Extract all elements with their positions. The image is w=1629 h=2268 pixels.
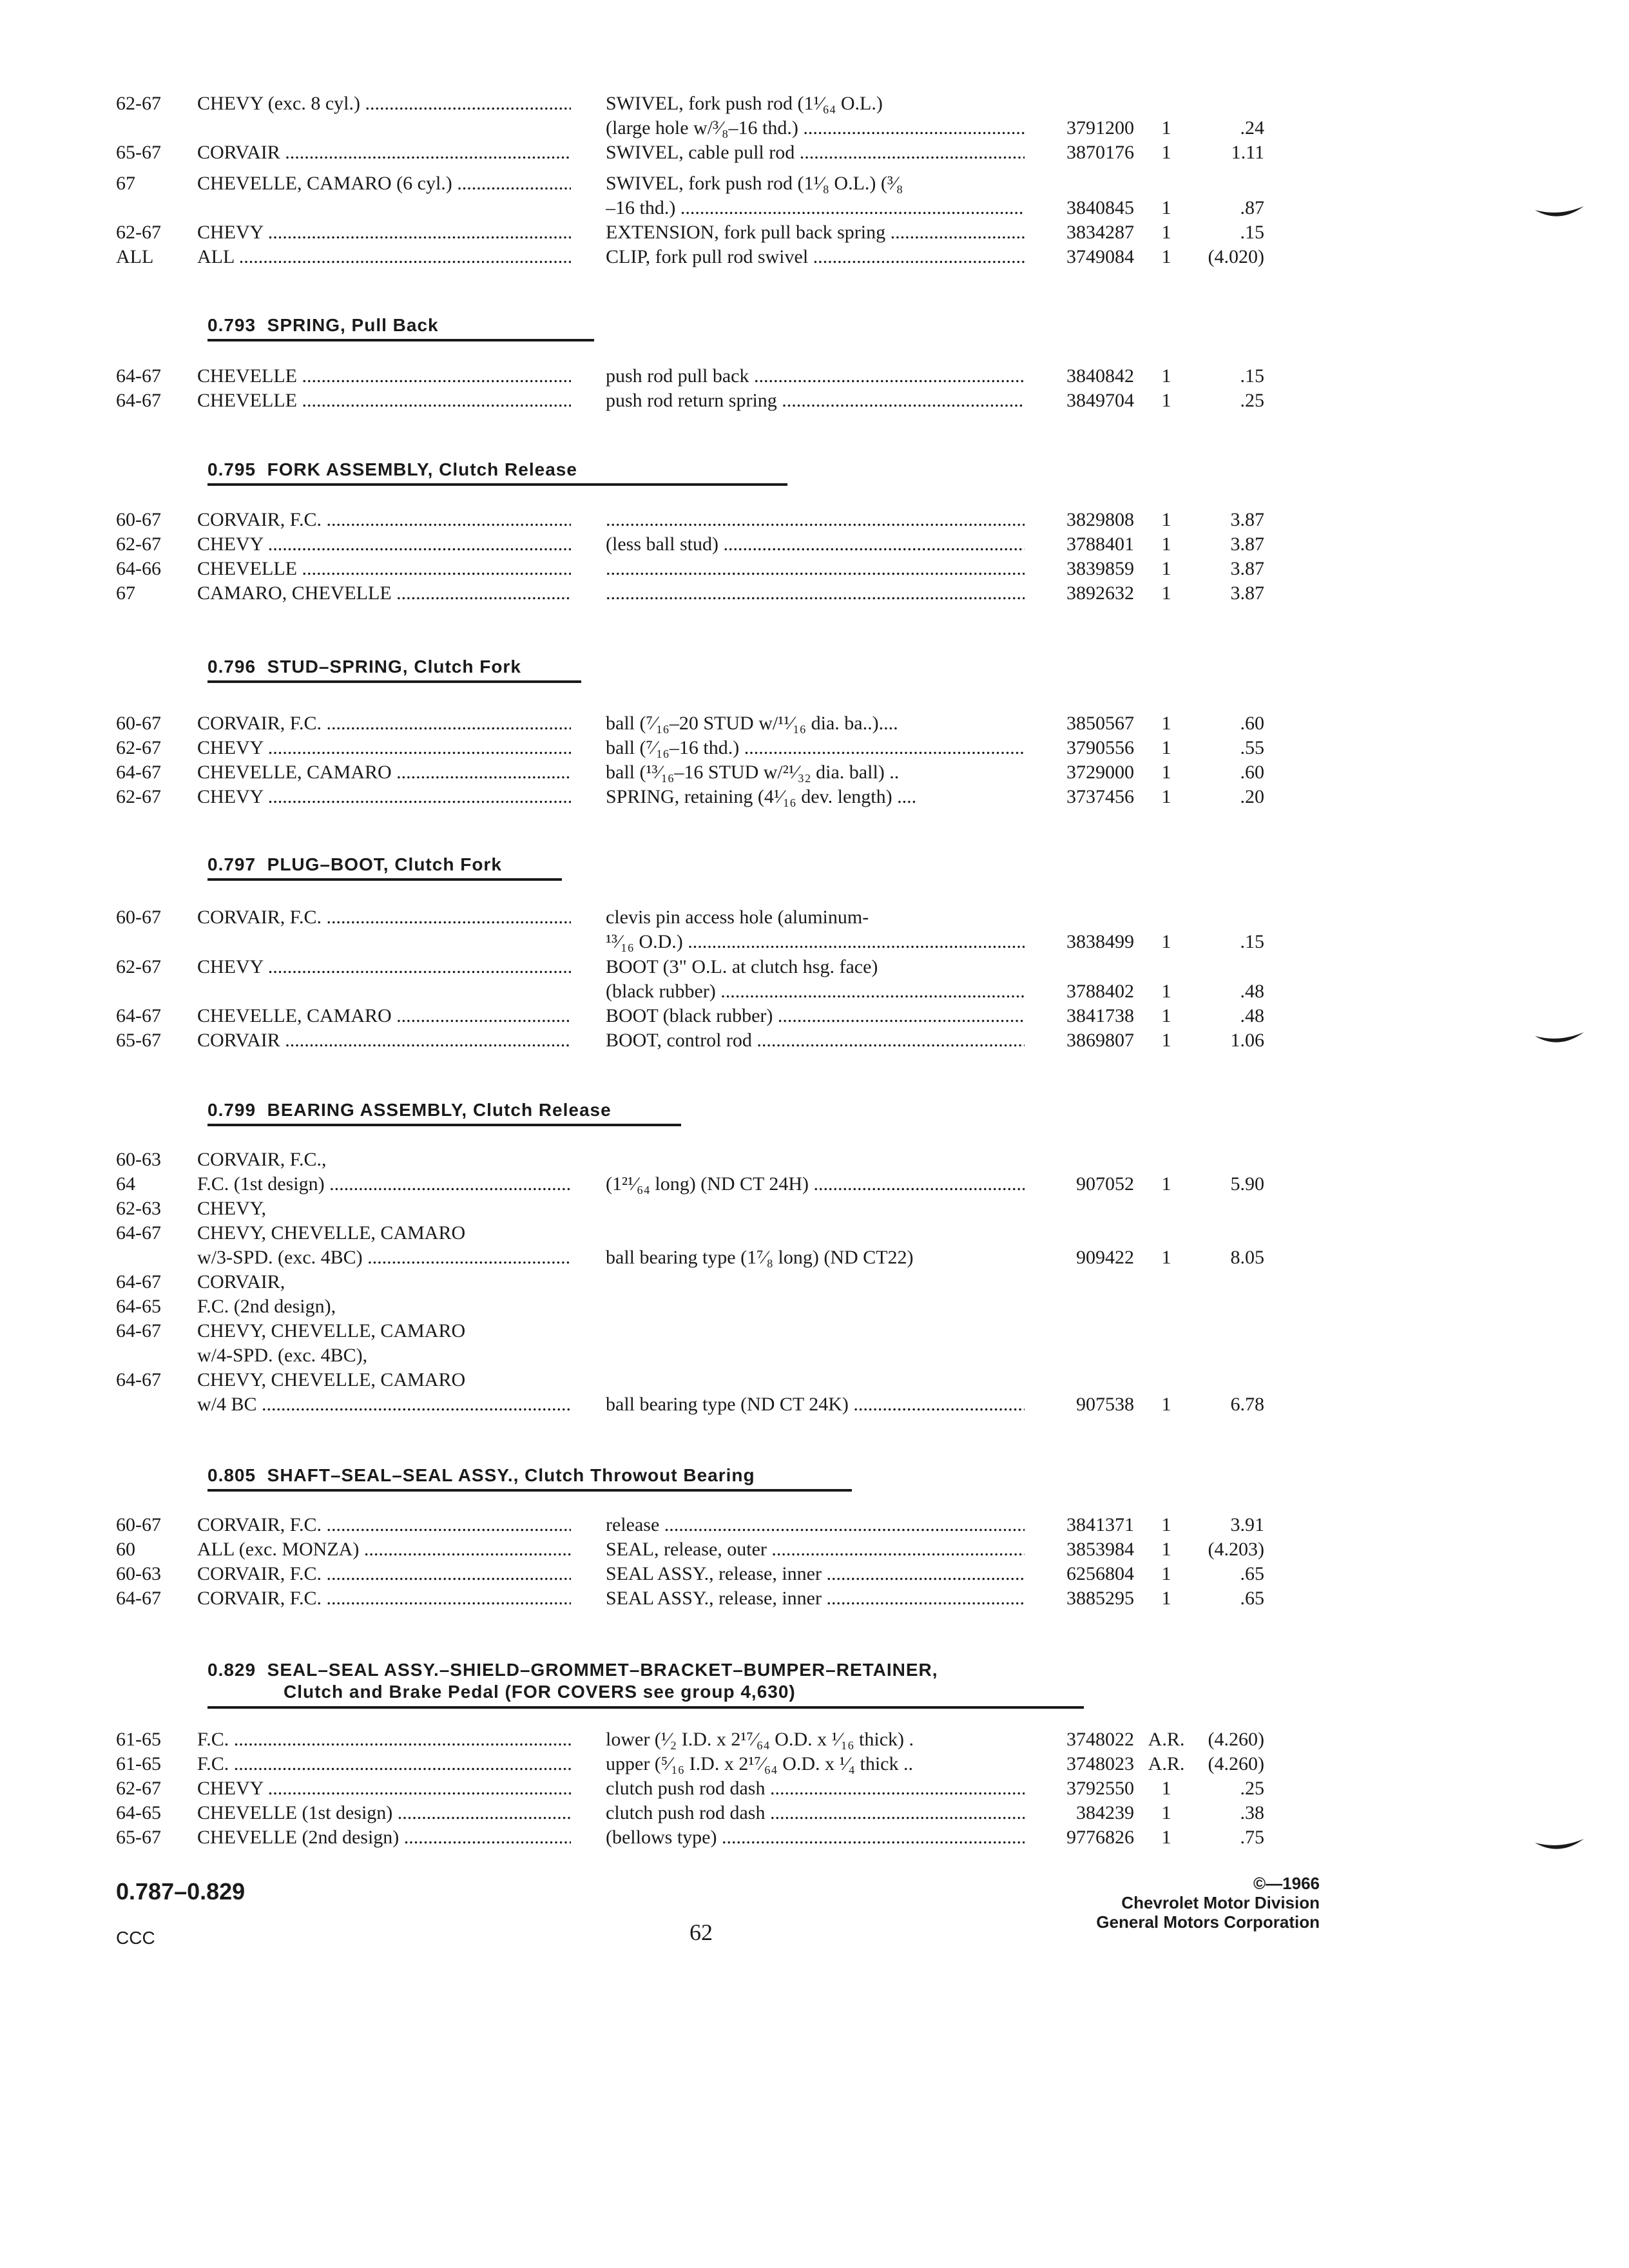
price: .60 [1240, 762, 1264, 783]
price: .24 [1240, 117, 1264, 139]
part-number: 3892632 [1066, 582, 1134, 604]
part-number: 3790556 [1066, 737, 1134, 758]
vehicle-model: CHEVY ..... [197, 955, 571, 979]
part-row [0, 1392, 1629, 1417]
price: 3.87 [1230, 558, 1264, 579]
quantity: 1 [1161, 365, 1171, 387]
section-title: PLUG–BOOT, Clutch Fork [267, 854, 502, 874]
model-year: 62-63 [116, 1198, 161, 1219]
model-year: 60-67 [116, 1514, 161, 1535]
margin-tick-mark [1534, 1838, 1585, 1857]
part-description: SWIVEL, fork push rod (1¹⁄₈ O.L.) (³⁄₈ [606, 173, 903, 194]
price: .25 [1240, 390, 1264, 411]
part-row [0, 389, 1629, 413]
corporation-name: General Motors Corporation [1096, 1912, 1320, 1932]
part-description: SEAL ASSY., release, inner ..... [606, 1562, 1025, 1586]
quantity: 1 [1161, 1802, 1171, 1823]
section-heading [207, 854, 502, 876]
part-row [0, 1752, 1629, 1776]
part-number: 3749084 [1066, 246, 1134, 267]
part-number: 3849704 [1066, 390, 1134, 411]
quantity: 1 [1161, 558, 1171, 579]
vehicle-model: CHEVY ..... [197, 1776, 571, 1801]
quantity: 1 [1161, 762, 1171, 783]
vehicle-model: F.C. ..... [197, 1727, 571, 1752]
section-heading [207, 656, 521, 678]
quantity: 1 [1161, 981, 1171, 1002]
price: .65 [1240, 1563, 1264, 1584]
part-row [0, 364, 1629, 389]
part-number: 3838499 [1066, 931, 1134, 952]
division-name: Chevrolet Motor Division [1121, 1893, 1320, 1912]
model-year: 62-67 [116, 737, 161, 758]
price: .15 [1240, 222, 1264, 243]
part-description: –16 thd.) ..... [606, 196, 1025, 220]
vehicle-model: CORVAIR, [197, 1271, 285, 1293]
quantity: 1 [1161, 1778, 1171, 1799]
part-row [0, 116, 1629, 140]
part-row [0, 905, 1629, 930]
price: 8.05 [1230, 1247, 1264, 1268]
quantity: A.R. [1148, 1753, 1185, 1774]
model-year: 62-67 [116, 222, 161, 243]
part-description: (bellows type) ..... [606, 1825, 1025, 1850]
part-number: 3791200 [1066, 117, 1134, 139]
quantity: 1 [1161, 786, 1171, 807]
quantity: 1 [1161, 582, 1171, 604]
part-number: 3737456 [1066, 786, 1134, 807]
vehicle-model: F.C. (2nd design), [197, 1296, 336, 1317]
part-row [0, 1513, 1629, 1537]
quantity: 1 [1161, 1563, 1171, 1584]
price: 1.11 [1231, 142, 1264, 163]
model-year: 64-67 [116, 762, 161, 783]
copyright: ©—1966 [1253, 1874, 1320, 1893]
quantity: 1 [1161, 1539, 1171, 1560]
part-row [0, 532, 1629, 557]
model-year: 64-67 [116, 365, 161, 387]
part-row [0, 1343, 1629, 1368]
part-description: (black rubber) ..... [606, 979, 1025, 1004]
model-year: 60-67 [116, 713, 161, 734]
model-year: 64-67 [116, 1320, 161, 1341]
model-year: 64-65 [116, 1802, 161, 1823]
vehicle-model: CHEVY, CHEVELLE, CAMARO [197, 1320, 466, 1341]
part-description [606, 508, 1025, 532]
section-heading [207, 1099, 612, 1121]
part-number: 3840842 [1066, 365, 1134, 387]
price: 3.87 [1230, 582, 1264, 604]
quantity: 1 [1161, 117, 1171, 139]
part-row [0, 245, 1629, 269]
model-year: 61-65 [116, 1753, 161, 1774]
price: 5.90 [1230, 1173, 1264, 1195]
section-underline [207, 878, 562, 881]
part-number: 3870176 [1066, 142, 1134, 163]
part-row [0, 1270, 1629, 1294]
part-row [0, 736, 1629, 760]
vehicle-model: w/3-SPD. (exc. 4BC) ..... [197, 1245, 571, 1270]
section-heading [207, 1659, 938, 1681]
price: (4.020) [1208, 246, 1264, 267]
vehicle-model: CORVAIR, F.C., [197, 1149, 327, 1170]
price: .15 [1240, 931, 1264, 952]
quantity: 1 [1161, 1394, 1171, 1415]
part-row [0, 955, 1629, 979]
part-row [0, 91, 1629, 116]
price: .60 [1240, 713, 1264, 734]
part-description: (less ball stud) ..... [606, 532, 1025, 557]
model-year: 65-67 [116, 142, 161, 163]
part-number: 3748022 [1066, 1729, 1134, 1750]
model-year: 65-67 [116, 1827, 161, 1848]
part-description: clutch push rod dash ..... [606, 1801, 1025, 1825]
model-year: 62-67 [116, 93, 161, 114]
section-underline [207, 1124, 681, 1126]
vehicle-model: CHEVELLE ..... [197, 389, 571, 413]
part-description [606, 581, 1025, 606]
section-underline [207, 483, 787, 486]
part-row [0, 1368, 1629, 1392]
part-number: 3834287 [1066, 222, 1134, 243]
part-row [0, 581, 1629, 606]
part-description: push rod return spring ..... [606, 389, 1025, 413]
margin-tick-mark [1534, 205, 1585, 224]
price: .15 [1240, 365, 1264, 387]
vehicle-model: CHEVY ..... [197, 736, 571, 760]
vehicle-model: CAMARO, CHEVELLE ..... [197, 581, 571, 606]
section-heading [207, 314, 439, 336]
page-number: 62 [689, 1919, 713, 1945]
model-year: 65-67 [116, 1030, 161, 1051]
part-row [0, 196, 1629, 220]
vehicle-model: CHEVY ..... [197, 785, 571, 809]
quantity: 1 [1161, 197, 1171, 218]
price: .48 [1240, 981, 1264, 1002]
vehicle-model: w/4-SPD. (exc. 4BC), [197, 1345, 368, 1366]
part-row [0, 1586, 1629, 1611]
part-row [0, 1776, 1629, 1801]
section-code: 0.805 [207, 1465, 256, 1485]
vehicle-model: CHEVELLE, CAMARO ..... [197, 1004, 571, 1028]
vehicle-model: CHEVY, CHEVELLE, CAMARO [197, 1222, 466, 1244]
model-year: 62-67 [116, 786, 161, 807]
price: 3.87 [1230, 533, 1264, 555]
quantity: 1 [1161, 1005, 1171, 1026]
part-description: BOOT (3" O.L. at clutch hsg. face) [606, 956, 878, 977]
model-year: 64-67 [116, 390, 161, 411]
part-description: SWIVEL, fork push rod (1¹⁄₆₄ O.L.) [606, 93, 883, 114]
section-subtitle: Clutch and Brake Pedal (FOR COVERS see group 4,630) [284, 1682, 796, 1702]
price: .48 [1240, 1005, 1264, 1026]
model-year: 60 [116, 1539, 135, 1560]
vehicle-model: F.C. ..... [197, 1752, 571, 1776]
part-description: ball (⁷⁄₁₆–16 thd.) ..... [606, 736, 1025, 760]
part-description: EXTENSION, fork pull back spring ..... [606, 220, 1025, 245]
part-row [0, 1196, 1629, 1221]
model-year: 64-66 [116, 558, 161, 579]
quantity: 1 [1161, 1173, 1171, 1195]
model-year: 61-65 [116, 1729, 161, 1750]
vehicle-model: CHEVY (exc. 8 cyl.) ..... [197, 91, 571, 116]
vehicle-model: CORVAIR ..... [197, 1028, 571, 1053]
part-description: upper (⁵⁄₁₆ I.D. x 2¹⁷⁄₆₄ O.D. x ¹⁄₄ thick .. [606, 1753, 913, 1774]
quantity: 1 [1161, 509, 1171, 530]
part-number: 907052 [1076, 1173, 1134, 1195]
part-description: CLIP, fork pull rod swivel ..... [606, 245, 1025, 269]
model-year: 62-67 [116, 1778, 161, 1799]
model-year: 67 [116, 582, 135, 604]
section-title: SEAL–SEAL ASSY.–SHIELD–GROMMET–BRACKET–BUMPER–RETAINER, [267, 1660, 938, 1680]
model-year: 62-67 [116, 956, 161, 977]
part-description: ball (¹³⁄₁₆–16 STUD w/²¹⁄₃₂ dia. ball) .. [606, 762, 900, 783]
section-title: SHAFT–SEAL–SEAL ASSY., Clutch Throwout Bearing [267, 1465, 755, 1485]
quantity: 1 [1161, 713, 1171, 734]
part-number: 3841738 [1066, 1005, 1134, 1026]
vehicle-model: CORVAIR ..... [197, 140, 571, 165]
part-description: SEAL ASSY., release, inner ..... [606, 1586, 1025, 1611]
price: 6.78 [1230, 1394, 1264, 1415]
section-heading [207, 1465, 755, 1486]
quantity: 1 [1161, 533, 1171, 555]
section-underline [207, 1706, 1084, 1709]
vehicle-model: CORVAIR, F.C. ..... [197, 1562, 571, 1586]
part-number: 3840845 [1066, 197, 1134, 218]
part-row [0, 1148, 1629, 1172]
model-year: 60-67 [116, 907, 161, 928]
part-row [0, 785, 1629, 809]
part-number: 3748023 [1066, 1753, 1134, 1774]
part-row [0, 1028, 1629, 1053]
vehicle-model: CORVAIR, F.C. ..... [197, 1513, 571, 1537]
price: .55 [1240, 737, 1264, 758]
part-row [0, 1727, 1629, 1752]
quantity: 1 [1161, 390, 1171, 411]
vehicle-model: w/4 BC ..... [197, 1392, 571, 1417]
quantity: 1 [1161, 1827, 1171, 1848]
model-year: 64-65 [116, 1296, 161, 1317]
part-row [0, 171, 1629, 196]
part-number: 3829808 [1066, 509, 1134, 530]
part-description: ¹³⁄₁₆ O.D.) ..... [606, 930, 1025, 954]
part-description: release ..... [606, 1513, 1025, 1537]
section-underline [207, 1489, 852, 1492]
vehicle-model: F.C. (1st design) ..... [197, 1172, 571, 1196]
part-row [0, 711, 1629, 736]
section-underline [207, 680, 581, 683]
ccc-label: CCC [116, 1928, 155, 1948]
part-number: 907538 [1076, 1394, 1134, 1415]
margin-tick-mark [1534, 1031, 1585, 1050]
vehicle-model: CHEVELLE, CAMARO ..... [197, 760, 571, 785]
part-row [0, 1294, 1629, 1319]
part-number: 3841371 [1066, 1514, 1134, 1535]
part-row [0, 1537, 1629, 1562]
price: .25 [1240, 1778, 1264, 1799]
part-number: 9776826 [1066, 1827, 1134, 1848]
section-title: BEARING ASSEMBLY, Clutch Release [267, 1100, 612, 1120]
section-underline [207, 339, 594, 341]
vehicle-model: CHEVELLE (1st design) ..... [197, 1801, 571, 1825]
vehicle-model: ALL ..... [197, 245, 571, 269]
section-code: 0.795 [207, 459, 256, 479]
part-row [0, 1221, 1629, 1245]
vehicle-model: ALL (exc. MONZA) ..... [197, 1537, 571, 1562]
part-description: ball bearing type (ND CT 24K) ..... [606, 1392, 1025, 1417]
model-year: 60-63 [116, 1563, 161, 1584]
part-row [0, 1825, 1629, 1850]
vehicle-model: CHEVY, CHEVELLE, CAMARO [197, 1369, 466, 1390]
part-number: 3885295 [1066, 1588, 1134, 1609]
part-row [0, 1319, 1629, 1343]
part-description: ball bearing type (1⁷⁄₈ long) (ND CT22) [606, 1247, 914, 1268]
model-year: 62-67 [116, 533, 161, 555]
model-year: 67 [116, 173, 135, 194]
part-row [0, 220, 1629, 245]
part-number: 6256804 [1066, 1563, 1134, 1584]
quantity: 1 [1161, 1247, 1171, 1268]
part-description: (large hole w/³⁄₈–16 thd.) ..... [606, 116, 1025, 140]
quantity: 1 [1161, 1514, 1171, 1535]
model-year: 64 [116, 1173, 135, 1195]
model-year: 60-67 [116, 509, 161, 530]
vehicle-model: CHEVELLE, CAMARO (6 cyl.) ..... [197, 171, 571, 196]
vehicle-model: CORVAIR, F.C. ..... [197, 711, 571, 736]
part-description: push rod pull back ..... [606, 364, 1025, 389]
price: .65 [1240, 1588, 1264, 1609]
model-year: 64-67 [116, 1588, 161, 1609]
price: 3.91 [1230, 1514, 1264, 1535]
model-year: 64-67 [116, 1005, 161, 1026]
part-number: 3788401 [1066, 533, 1134, 555]
price: (4.260) [1208, 1753, 1264, 1774]
part-row [0, 979, 1629, 1004]
part-description: BOOT (black rubber) ..... [606, 1004, 1025, 1028]
part-row [0, 930, 1629, 954]
section-title: STUD–SPRING, Clutch Fork [267, 657, 521, 677]
quantity: 1 [1161, 737, 1171, 758]
model-year: ALL [116, 246, 154, 267]
part-row [0, 140, 1629, 165]
part-row [0, 1801, 1629, 1825]
quantity: 1 [1161, 222, 1171, 243]
part-description: clevis pin access hole (aluminum- [606, 907, 869, 928]
part-description: SEAL, release, outer ..... [606, 1537, 1025, 1562]
part-description: ball (⁷⁄₁₆–20 STUD w/¹¹⁄₁₆ dia. ba..).... [606, 713, 898, 734]
model-year: 64-67 [116, 1271, 161, 1293]
price: (4.260) [1208, 1729, 1264, 1750]
vehicle-model: CORVAIR, F.C. ..... [197, 905, 571, 930]
quantity: 1 [1161, 142, 1171, 163]
quantity: A.R. [1148, 1729, 1185, 1750]
part-row [0, 760, 1629, 785]
section-code: 0.793 [207, 315, 256, 335]
part-number: 3869807 [1066, 1030, 1134, 1051]
part-description: SWIVEL, cable pull rod ..... [606, 140, 1025, 165]
part-number: 909422 [1076, 1247, 1134, 1268]
part-row [0, 508, 1629, 532]
price: .38 [1240, 1802, 1264, 1823]
price: .20 [1240, 786, 1264, 807]
part-description: clutch push rod dash ..... [606, 1776, 1025, 1801]
model-year: 64-67 [116, 1369, 161, 1390]
part-row [0, 1562, 1629, 1586]
part-number: 3792550 [1066, 1778, 1134, 1799]
part-description [606, 557, 1025, 581]
price: .75 [1240, 1827, 1264, 1848]
model-year: 64-67 [116, 1222, 161, 1244]
price: 3.87 [1230, 509, 1264, 530]
vehicle-model: CHEVELLE ..... [197, 364, 571, 389]
part-row [0, 1245, 1629, 1270]
part-number: 3839859 [1066, 558, 1134, 579]
quantity: 1 [1161, 931, 1171, 952]
section-title: SPRING, Pull Back [267, 315, 439, 335]
part-number: 3729000 [1066, 762, 1134, 783]
quantity: 1 [1161, 246, 1171, 267]
vehicle-model: CHEVY ..... [197, 220, 571, 245]
section-code: 0.796 [207, 657, 256, 677]
part-row [0, 557, 1629, 581]
section-code: 0.829 [207, 1660, 256, 1680]
quantity: 1 [1161, 1030, 1171, 1051]
part-description: lower (¹⁄₂ I.D. x 2¹⁷⁄₆₄ O.D. x ¹⁄₁₆ thick) . [606, 1729, 914, 1750]
section-heading [207, 459, 577, 481]
price: .87 [1240, 197, 1264, 218]
quantity: 1 [1161, 1588, 1171, 1609]
group-code-range: 0.787–0.829 [116, 1878, 246, 1905]
part-number: 384239 [1076, 1802, 1134, 1823]
price: (4.203) [1208, 1539, 1264, 1560]
part-row [0, 1004, 1629, 1028]
section-code: 0.799 [207, 1100, 256, 1120]
model-year: 60-63 [116, 1149, 161, 1170]
part-number: 3850567 [1066, 713, 1134, 734]
section-code: 0.797 [207, 854, 256, 874]
vehicle-model: CHEVY, [197, 1198, 266, 1219]
vehicle-model: CHEVELLE ..... [197, 557, 571, 581]
vehicle-model: CORVAIR, F.C. ..... [197, 1586, 571, 1611]
vehicle-model: CORVAIR, F.C. ..... [197, 508, 571, 532]
part-number: 3853984 [1066, 1539, 1134, 1560]
price: 1.06 [1230, 1030, 1264, 1051]
section-title: FORK ASSEMBLY, Clutch Release [267, 459, 577, 479]
part-description: (1²¹⁄₆₄ long) (ND CT 24H) ..... [606, 1172, 1025, 1196]
vehicle-model: CHEVELLE (2nd design) ..... [197, 1825, 571, 1850]
part-description: SPRING, retaining (4¹⁄₁₆ dev. length) .... [606, 786, 917, 807]
part-row [0, 1172, 1629, 1196]
part-description: BOOT, control rod ..... [606, 1028, 1025, 1053]
vehicle-model: CHEVY ..... [197, 532, 571, 557]
part-number: 3788402 [1066, 981, 1134, 1002]
